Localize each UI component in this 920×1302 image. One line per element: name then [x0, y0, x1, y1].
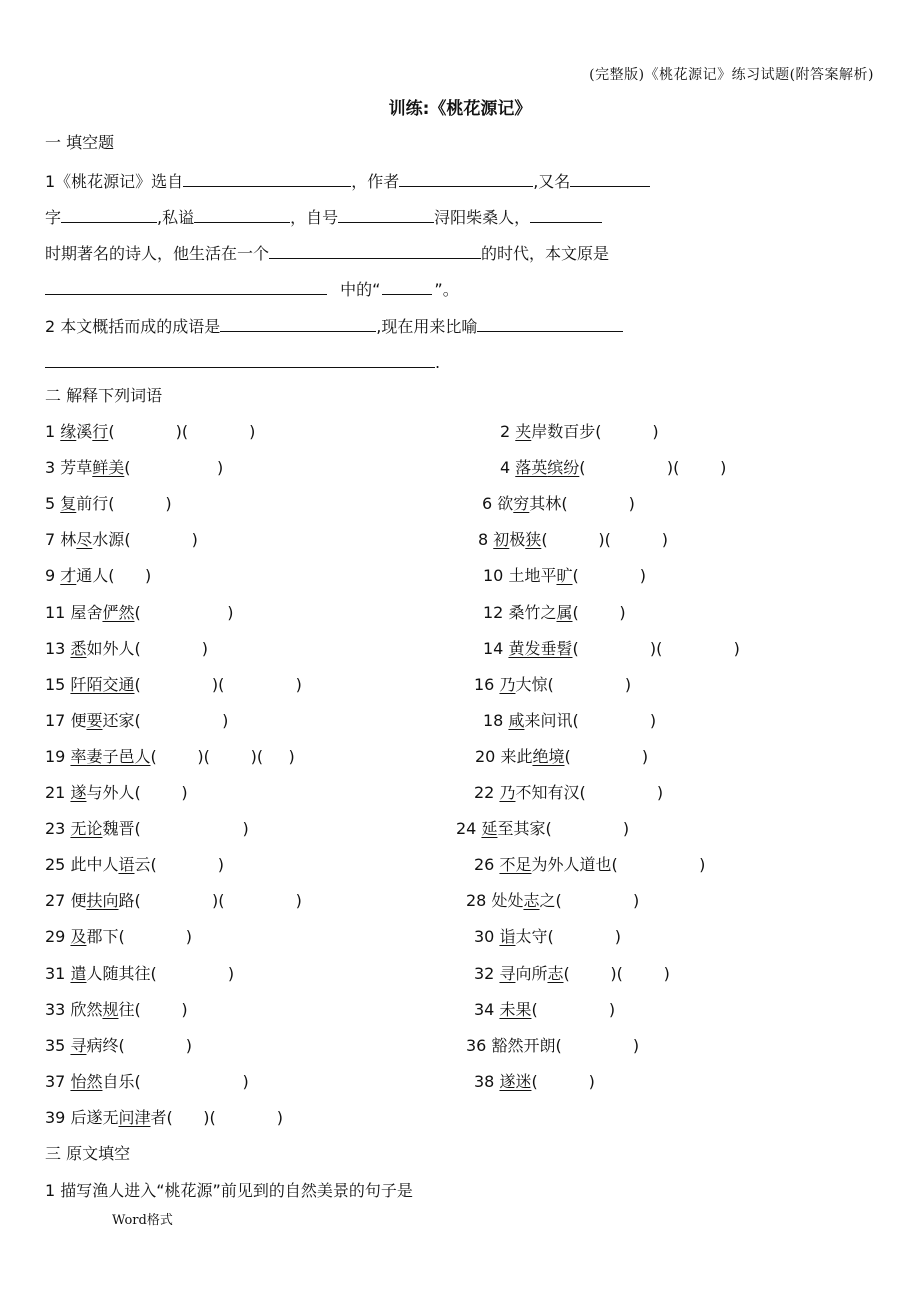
- vocab-number: 9: [45, 566, 61, 586]
- q1-text-h: 时期著名的诗人，他生活在一个: [45, 244, 270, 263]
- answer-parentheses[interactable]: ( ): [547, 674, 632, 694]
- answer-parentheses[interactable]: ( ): [545, 819, 630, 839]
- footer-word-format: Word格式: [112, 1213, 173, 1228]
- answer-parentheses[interactable]: ( ): [134, 819, 249, 839]
- vocab-number: 6: [482, 494, 498, 514]
- q1-text-e: ,私谥: [157, 208, 195, 227]
- vocab-text: 太守: [515, 927, 548, 947]
- answer-parentheses[interactable]: ( ): [579, 783, 664, 802]
- q1-text-a: 1《桃花源记》选自: [45, 172, 184, 191]
- vocab-keyword: 扶: [86, 891, 103, 911]
- vocab-number: 18: [483, 710, 509, 730]
- vocab-keyword: 问津: [118, 1107, 151, 1127]
- vocab-keyword: 狭: [525, 530, 542, 550]
- question-2-line-2: [45, 350, 440, 373]
- q1-text-c: ,又名: [533, 172, 571, 191]
- answer-blank[interactable]: [220, 314, 376, 332]
- vocab-text: 欲: [497, 494, 514, 514]
- vocab-item: [45, 458, 223, 478]
- vocab-item: [500, 458, 726, 478]
- vocab-keyword: 缤纷: [547, 458, 580, 478]
- vocab-keyword: 诣: [499, 927, 516, 947]
- vocab-number: 29: [45, 927, 71, 947]
- answer-parentheses[interactable]: ( ): [108, 494, 172, 514]
- vocab-number: 25: [45, 855, 71, 875]
- vocab-keyword: 绝境: [532, 746, 565, 766]
- question-2-line-1: [45, 314, 623, 337]
- vocab-text: 者: [150, 1107, 167, 1127]
- vocab-text: 溪: [76, 422, 93, 441]
- answer-parentheses[interactable]: ( ): [134, 710, 229, 730]
- section-heading-original-text: 三 原文填空: [45, 1144, 131, 1163]
- answer-parentheses[interactable]: ( )( ): [579, 458, 727, 478]
- vocab-keyword: 要: [86, 710, 103, 730]
- vocab-text: 极: [509, 530, 526, 550]
- answer-blank[interactable]: [183, 169, 351, 187]
- vocab-text: 来此: [500, 746, 533, 766]
- vocab-keyword: 语: [118, 855, 135, 875]
- q1-text-g: 浔阳柴桑人，: [434, 208, 531, 227]
- vocab-number: 35: [45, 1035, 71, 1055]
- vocab-number: 12: [483, 602, 509, 622]
- q2-text-a: 2 本文概括而成的成语是: [45, 317, 221, 336]
- vocab-number: 11: [45, 602, 71, 622]
- answer-blank[interactable]: [399, 169, 533, 187]
- vocab-keyword: 悉: [70, 638, 87, 658]
- vocab-item: [483, 603, 626, 623]
- answer-blank[interactable]: [45, 350, 435, 368]
- vocab-number: 26: [474, 855, 500, 875]
- vocab-keyword: 未果: [499, 999, 532, 1019]
- question-1-line-1: [45, 169, 650, 192]
- vocab-item: [483, 711, 656, 731]
- question-1-line-4: [45, 277, 459, 300]
- vocab-item: [45, 566, 151, 586]
- vocab-item: [474, 927, 621, 947]
- vocab-number: 37: [45, 1071, 71, 1091]
- vocab-text: 此中人: [70, 855, 119, 875]
- vocab-keyword: 尽: [76, 530, 93, 550]
- section-heading-fill-blanks: 一 填空题: [45, 133, 115, 152]
- vocab-number: 16: [474, 674, 500, 694]
- vocab-text: 大惊: [515, 674, 548, 694]
- question-1-line-3: [45, 241, 609, 264]
- answer-parentheses[interactable]: ( ): [531, 999, 616, 1019]
- answer-parentheses[interactable]: ( ): [134, 1071, 249, 1091]
- answer-parentheses[interactable]: ( )( ): [166, 1107, 284, 1127]
- vocab-keyword: 怡然: [70, 1071, 103, 1091]
- vocab-keyword: 遣: [70, 963, 87, 983]
- vocab-text: 芳草: [60, 458, 93, 478]
- vocab-keyword: 遂迷: [499, 1071, 532, 1091]
- vocab-keyword: 咸: [508, 710, 525, 730]
- vocab-keyword: 乃: [499, 783, 516, 802]
- vocab-keyword: 寻: [70, 1035, 87, 1055]
- vocab-text: 后遂无: [70, 1107, 119, 1127]
- vocab-text: 郡下: [86, 927, 119, 947]
- answer-parentheses[interactable]: ( ): [564, 746, 649, 766]
- vocab-item: [45, 711, 228, 731]
- vocab-number: 20: [475, 746, 501, 766]
- vocab-item: [45, 422, 255, 442]
- vocab-number: 33: [45, 999, 71, 1019]
- vocab-text: 还家: [102, 710, 135, 730]
- vocab-keyword: 穷: [513, 494, 530, 514]
- vocab-keyword: 及: [70, 927, 87, 947]
- vocab-number: 19: [45, 746, 71, 766]
- vocab-item: [45, 1108, 283, 1128]
- vocab-text: 屋舍: [70, 602, 103, 622]
- vocab-number: 8: [478, 530, 494, 550]
- q1-text-d: 字: [45, 208, 62, 227]
- vocab-item: [474, 1072, 595, 1092]
- vocab-text: 往: [118, 999, 135, 1019]
- vocab-keyword: 志: [547, 963, 564, 983]
- answer-parentheses[interactable]: ( ): [547, 927, 621, 947]
- answer-parentheses[interactable]: ( ): [555, 891, 640, 911]
- answer-parentheses[interactable]: ( )( ): [134, 891, 302, 911]
- vocab-item: [500, 422, 659, 442]
- vocab-number: 24: [456, 819, 482, 839]
- answer-parentheses[interactable]: ( )( ): [563, 963, 670, 983]
- answer-parentheses[interactable]: ( ): [124, 530, 198, 550]
- vocab-number: 28: [466, 891, 492, 911]
- answer-parentheses[interactable]: ( ): [108, 566, 152, 586]
- vocab-keyword: 规: [102, 999, 119, 1019]
- vocab-item: [45, 783, 188, 803]
- vocab-text: 与外人: [86, 783, 135, 802]
- vocab-text: 人随其往: [86, 963, 151, 983]
- vocab-keyword: 向: [102, 891, 119, 911]
- vocab-text: 其林: [529, 494, 562, 514]
- vocab-number: 1: [45, 422, 61, 441]
- vocab-number: 27: [45, 891, 71, 911]
- answer-blank[interactable]: [530, 205, 602, 223]
- vocab-text: 通人: [76, 566, 109, 586]
- vocab-text: 不知有汉: [515, 783, 580, 802]
- page-title: 训练:《桃花源记》: [388, 99, 532, 119]
- vocab-keyword: 才: [60, 566, 77, 586]
- vocab-number: 32: [474, 963, 500, 983]
- vocab-item: [474, 964, 670, 984]
- answer-parentheses[interactable]: ( ): [118, 1035, 192, 1055]
- answer-blank[interactable]: [570, 169, 650, 187]
- vocab-text: 林: [60, 530, 77, 550]
- vocab-item: [45, 675, 302, 695]
- vocab-number: 17: [45, 710, 71, 730]
- vocab-text: 路: [118, 891, 135, 911]
- answer-parentheses[interactable]: ( )( ): [541, 530, 668, 550]
- answer-parentheses[interactable]: ( ): [134, 602, 234, 622]
- answer-parentheses[interactable]: ( ): [531, 1071, 595, 1091]
- vocab-keyword: 夹: [515, 422, 532, 441]
- answer-parentheses[interactable]: ( ): [134, 783, 188, 802]
- vocab-item: [45, 1000, 188, 1020]
- vocab-item: [45, 819, 249, 839]
- vocab-text: 为外人道也: [531, 855, 612, 875]
- vocab-text: 水源: [92, 530, 125, 550]
- vocab-item: [45, 891, 302, 911]
- vocab-number: 36: [466, 1035, 492, 1055]
- q1-text-f: ，自号: [290, 208, 339, 227]
- vocab-keyword: 无论: [70, 819, 103, 839]
- vocab-item: [45, 1036, 192, 1056]
- vocab-text: 豁然开朗: [491, 1035, 556, 1055]
- vocab-number: 5: [45, 494, 61, 514]
- vocab-number: 23: [45, 819, 71, 839]
- vocab-keyword: 率: [70, 746, 87, 766]
- vocab-item: [474, 783, 663, 803]
- answer-blank[interactable]: [194, 205, 290, 223]
- vocab-keyword: 复: [60, 494, 77, 514]
- vocab-keyword: 旷: [556, 566, 573, 586]
- vocab-text: 前行: [76, 494, 109, 514]
- vocab-number: 10: [483, 566, 509, 586]
- answer-parentheses[interactable]: ( )( ): [134, 674, 302, 694]
- vocab-text: 之: [539, 891, 556, 911]
- vocab-keyword: 属: [556, 602, 573, 622]
- vocab-number: 13: [45, 638, 71, 658]
- vocab-item: [482, 494, 635, 514]
- vocab-number: 15: [45, 674, 71, 694]
- answer-parentheses[interactable]: ( ): [561, 494, 635, 514]
- vocab-item: [466, 1036, 639, 1056]
- q1-text-j: 中的: [340, 280, 373, 299]
- vocab-text: 桑竹之: [508, 602, 557, 622]
- q1-text-b: ，作者: [351, 172, 400, 191]
- vocab-number: 21: [45, 783, 71, 802]
- vocab-text: 欣然: [70, 999, 103, 1019]
- vocab-item: [45, 747, 295, 767]
- question-1-line-2: [45, 205, 602, 228]
- vocab-item: [474, 855, 705, 875]
- vocab-keyword: 鲜美: [92, 458, 125, 478]
- vocab-text: 魏晋: [102, 819, 135, 839]
- vocab-item: [45, 927, 192, 947]
- vocab-text: 便: [70, 710, 87, 730]
- vocab-number: 38: [474, 1071, 500, 1091]
- answer-parentheses[interactable]: ( ): [134, 999, 188, 1019]
- vocab-number: 4: [500, 458, 516, 478]
- vocab-number: 39: [45, 1107, 71, 1127]
- answer-blank[interactable]: [382, 277, 432, 295]
- answer-parentheses[interactable]: ( ): [555, 1035, 640, 1055]
- answer-parentheses[interactable]: ( ): [572, 602, 626, 622]
- answer-parentheses[interactable]: ( )( ): [572, 638, 740, 658]
- vocab-keyword: 乃: [499, 674, 516, 694]
- vocab-item: [45, 1072, 249, 1092]
- vocab-keyword: 初: [493, 530, 510, 550]
- answer-blank[interactable]: [338, 205, 434, 223]
- answer-parentheses[interactable]: ( ): [572, 710, 657, 730]
- vocab-text: 土地平: [508, 566, 557, 586]
- vocab-item: [478, 530, 668, 550]
- vocab-keyword: 延: [481, 819, 498, 839]
- vocab-item: [45, 639, 208, 659]
- vocab-keyword: 黄发: [508, 638, 541, 658]
- vocab-text: 岸数百步: [531, 422, 596, 441]
- vocab-keyword: 交通: [102, 674, 135, 694]
- q1-text-k: “: [372, 280, 381, 299]
- answer-parentheses[interactable]: ( )( )( ): [150, 746, 295, 766]
- vocab-text: 向所: [515, 963, 548, 983]
- vocab-keyword: 垂髫: [540, 638, 573, 658]
- vocab-keyword: 寻: [499, 963, 516, 983]
- vocab-keyword: 俨然: [102, 602, 135, 622]
- answer-parentheses[interactable]: ( ): [572, 566, 646, 586]
- vocab-number: 14: [483, 638, 509, 658]
- vocab-text: 病终: [86, 1035, 119, 1055]
- vocab-keyword: 阡陌: [70, 674, 103, 694]
- vocab-item: [45, 494, 172, 514]
- vocab-number: 22: [474, 783, 500, 802]
- q2-text-b: ,现在用来比喻: [376, 317, 478, 336]
- vocab-keyword: 邑人: [118, 746, 151, 766]
- vocab-text: 处处: [491, 891, 524, 911]
- section3-question-1: 1 描写渔人进入“桃花源”前见到的自然美景的句子是: [45, 1181, 413, 1200]
- vocab-number: 7: [45, 530, 61, 550]
- section-heading-explain-words: 二 解释下列词语: [45, 386, 163, 405]
- q2-text-c: .: [435, 353, 441, 372]
- vocab-item: [45, 530, 198, 550]
- answer-parentheses[interactable]: ( ): [611, 855, 706, 875]
- vocab-keyword: 志: [523, 891, 540, 911]
- q1-text-l: ”。: [434, 280, 459, 299]
- vocab-text: 至其家: [497, 819, 546, 839]
- answer-blank[interactable]: [61, 205, 157, 223]
- vocab-text: 自乐: [102, 1071, 135, 1091]
- header-note: (完整版)《桃花源记》练习试题(附答案解析): [589, 67, 874, 83]
- vocab-item: [466, 891, 639, 911]
- vocab-item: [483, 566, 646, 586]
- answer-parentheses[interactable]: ( ): [118, 927, 192, 947]
- vocab-text: 云: [134, 855, 151, 875]
- answer-blank[interactable]: [269, 241, 481, 259]
- vocab-text: 来问讯: [524, 710, 573, 730]
- vocab-keyword: 落英: [515, 458, 548, 478]
- vocab-text: 如外人: [86, 638, 135, 658]
- vocab-keyword: 不足: [499, 855, 532, 875]
- answer-parentheses[interactable]: ( ): [134, 638, 208, 658]
- vocab-keyword: 行: [92, 422, 109, 441]
- vocab-item: [474, 1000, 615, 1020]
- answer-blank[interactable]: [45, 277, 327, 295]
- vocab-item: [45, 603, 233, 623]
- vocab-keyword: 缘: [60, 422, 77, 441]
- vocab-number: 30: [474, 927, 500, 947]
- vocab-item: [45, 964, 234, 984]
- vocab-item: [474, 675, 631, 695]
- vocab-item: [456, 819, 629, 839]
- answer-blank[interactable]: [477, 314, 623, 332]
- vocab-number: 31: [45, 963, 71, 983]
- q1-text-i: 的时代，本文原是: [481, 244, 610, 263]
- vocab-keyword: 遂: [70, 783, 87, 802]
- vocab-item: [475, 747, 648, 767]
- answer-parentheses[interactable]: ( ): [124, 458, 224, 478]
- answer-parentheses[interactable]: ( ): [150, 963, 235, 983]
- answer-parentheses[interactable]: ( )( ): [108, 422, 256, 441]
- vocab-keyword: 妻子: [86, 746, 119, 766]
- answer-parentheses[interactable]: ( ): [595, 422, 659, 441]
- vocab-item: [483, 639, 740, 659]
- answer-parentheses[interactable]: ( ): [150, 855, 225, 875]
- vocab-number: 3: [45, 458, 61, 478]
- vocab-text: 便: [70, 891, 87, 911]
- vocab-item: [45, 855, 224, 875]
- vocab-number: 2: [500, 422, 516, 441]
- vocab-number: 34: [474, 999, 500, 1019]
